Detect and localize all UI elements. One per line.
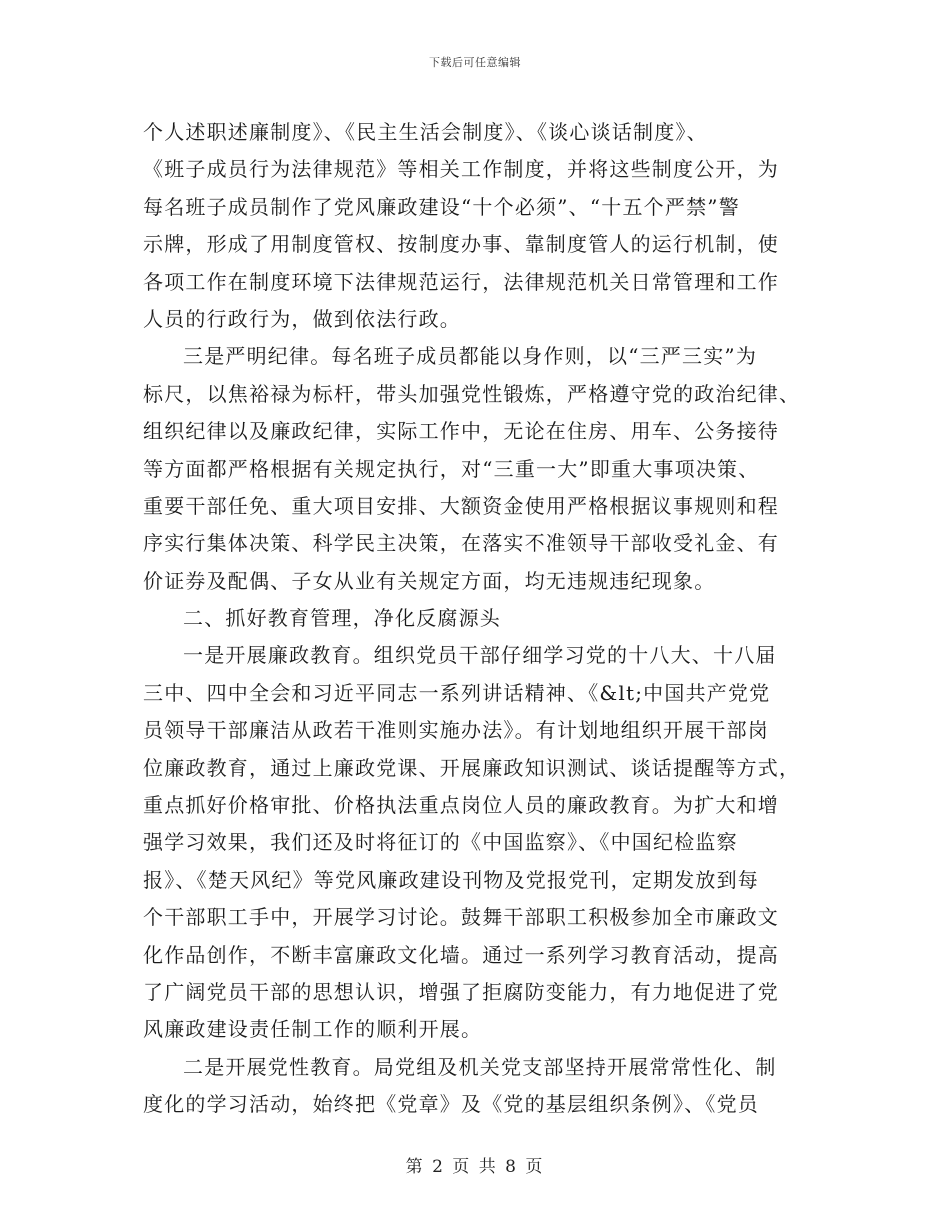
text-line: 个人述职述廉制度》、《民主生活会制度》、《谈心谈话制度》、: [143, 120, 708, 144]
text-line: 价证券及配偶、子女从业有关规定方面，均无违规违纪现象。: [143, 568, 716, 593]
page-number: 第 2 页 共 8 页: [405, 1157, 545, 1177]
text-line: 标尺，以焦裕禄为标杆，带头加强党性锻炼，严格遵守党的政治纪律、: [143, 381, 801, 406]
text-line: 强学习效果，我们还及时将征订的《中国监察》、《中国纪检监察: [143, 830, 738, 855]
text-line: 风廉政建设责任制工作的顺利开展。: [143, 1017, 483, 1042]
text-line: 组织纪律以及廉政纪律，实际工作中，无论在住房、用车、公务接待: [143, 419, 779, 444]
text-line: 员领导干部廉洁从政若干准则实施办法》。有计划地组织开展干部岗: [143, 718, 769, 743]
text-line: 每名班子成员制作了党风廉政建设“十个必须”、“十五个严禁”警: [143, 194, 740, 219]
text-line: 三中、四中全会和习近平同志一系列讲话精神、《&lt;中国共产党党: [143, 680, 771, 705]
text-line: 《班子成员行为法律规范》等相关工作制度，并将这些制度公开，为: [143, 157, 779, 182]
text-line: 报》、《楚天风纪》等党风廉政建设刊物及党报党刊，定期发放到每: [143, 867, 759, 892]
page-header-note: 下载后可任意编辑: [429, 56, 521, 69]
text-line: 各项工作在制度环境下法律规范运行，法律规范机关日常管理和工作: [143, 269, 779, 294]
text-line: 了广阔党员干部的思想认识，增强了拒腐防变能力，有力地促进了党: [143, 979, 779, 1004]
text-line: 重点抓好价格审批、价格执法重点岗位人员的廉政教育。为扩大和增: [143, 793, 779, 818]
text-line: 重要干部任免、重大项目安排、大额资金使用严格根据议事规则和程: [143, 493, 779, 518]
paragraph-start-line: 一是开展廉政教育。组织党员干部仔细学习党的十八大、十八届: [183, 643, 777, 668]
paragraph-start-line: 三是严明纪律。每名班子成员都能以身作则，以“三严三实”为: [183, 344, 758, 369]
text-line: 化作品创作，不断丰富廉政文化墙。通过一系列学习教育活动，提高: [143, 942, 779, 967]
paragraph-start-line: 二是开展党性教育。局党组及机关党支部坚持开展常常性化、制: [183, 1054, 777, 1079]
text-line: 序实行集体决策、科学民主决策，在落实不准领导干部收受礼金、有: [143, 531, 779, 556]
text-line: 示牌，形成了用制度管权、按制度办事、靠制度管人的运行机制，使: [143, 232, 779, 257]
section-heading: 二、抓好教育管理，净化反腐源头: [183, 606, 501, 631]
document-body: [143, 114, 811, 1124]
text-line: 人员的行政行为，做到依法行政。: [143, 306, 461, 331]
text-line: 位廉政教育，通过上廉政党课、开展廉政知识测试、谈话提醒等方式，: [143, 755, 801, 780]
text-line: 等方面都严格根据有关规定执行，对“三重一大”即重大事项决策、: [143, 456, 760, 481]
text-line: 个干部职工手中，开展学习讨论。鼓舞干部职工积极参加全市廉政文: [143, 905, 779, 930]
text-line: 度化的学习活动，始终把《党章》及《党的基层组织条例》、《党员: [143, 1092, 759, 1117]
